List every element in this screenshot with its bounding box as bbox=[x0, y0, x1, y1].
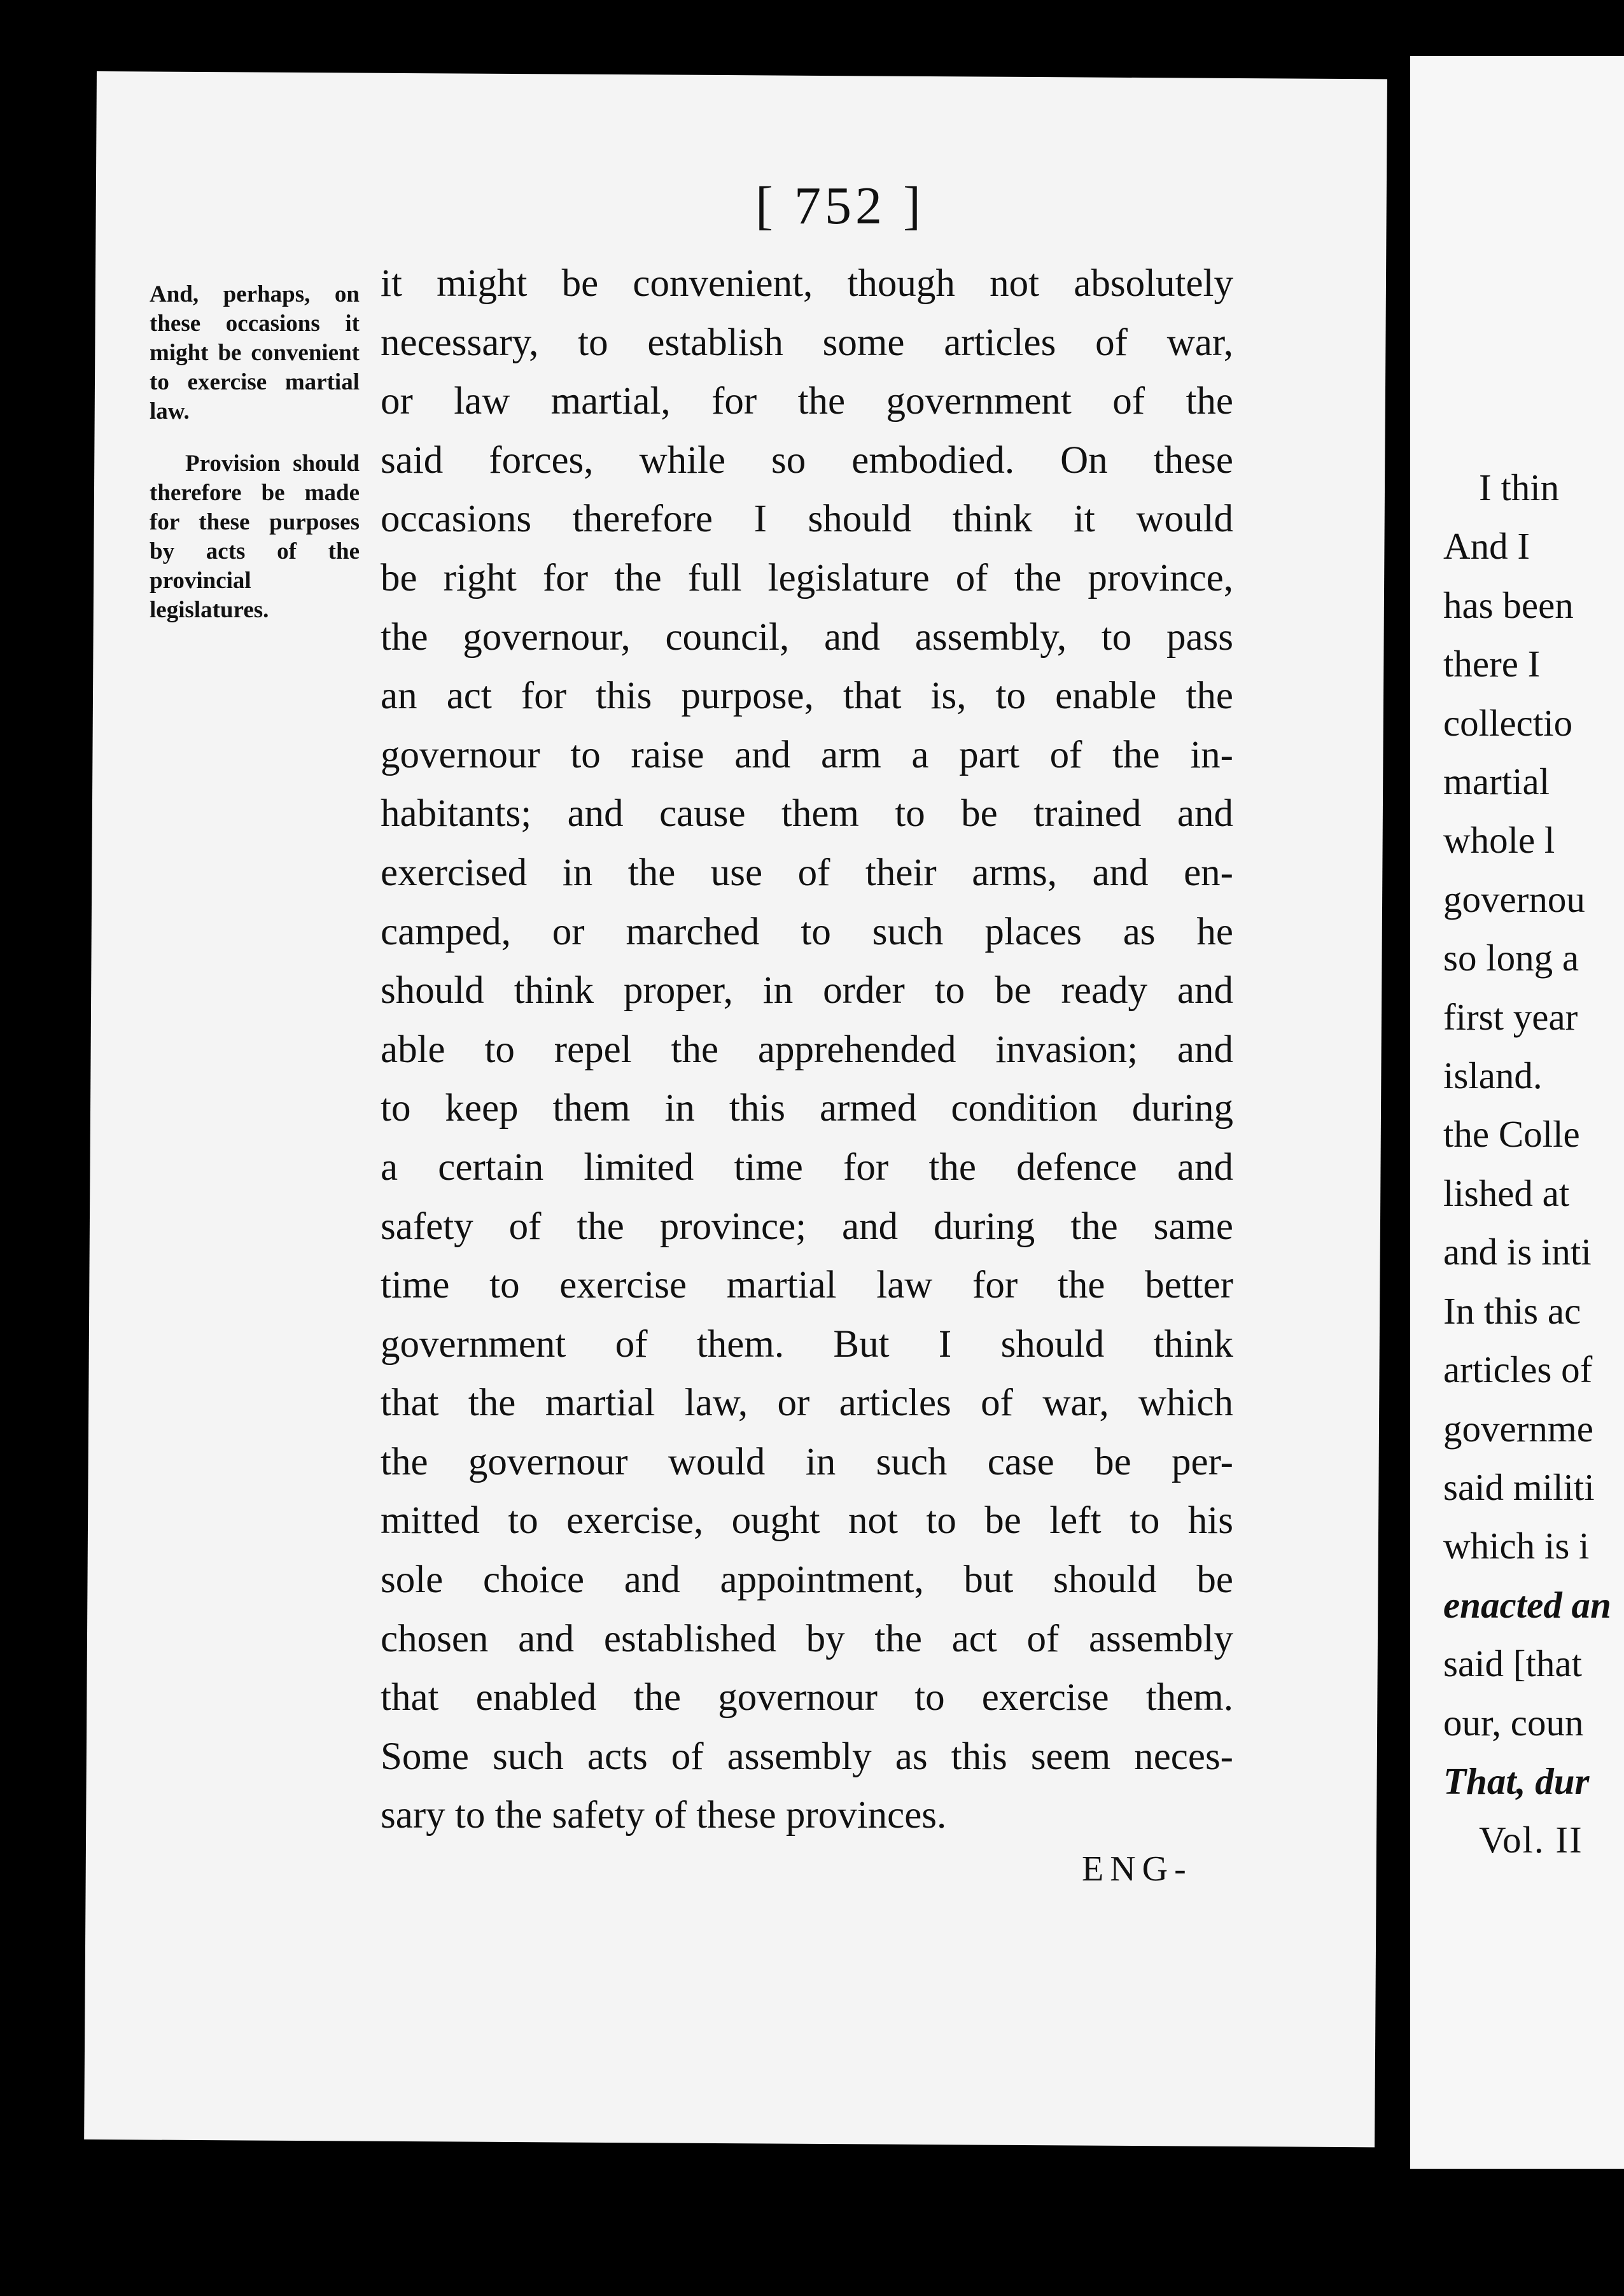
facing-line: That, dur bbox=[1443, 1760, 1590, 1802]
text-line: occasions therefore I should think it would bbox=[381, 498, 1233, 541]
facing-line: articles of bbox=[1443, 1348, 1593, 1391]
facing-line: which is i bbox=[1443, 1525, 1590, 1567]
text-line: that enabled the governour to exercise them. bbox=[381, 1676, 1233, 1719]
facing-line: governme bbox=[1443, 1407, 1593, 1450]
page-number: [ 752 ] bbox=[755, 176, 925, 235]
text-line: mitted to exercise, ought not to be left to his bbox=[381, 1499, 1233, 1543]
margin-note-martial-law: And, perhaps, on these occasions it might be convenient to exercise martial law. bbox=[150, 281, 360, 424]
text-line: the governour, council, and assembly, to pass bbox=[381, 615, 1233, 659]
text-line: sary to the safety of these provinces. bbox=[381, 1794, 947, 1837]
facing-line: island. bbox=[1443, 1054, 1543, 1097]
facing-line: And I bbox=[1443, 525, 1530, 568]
facing-line: our, coun bbox=[1443, 1701, 1584, 1744]
facing-line: whole l bbox=[1443, 819, 1555, 862]
text-line: the governour would in such case be per- bbox=[381, 1440, 1233, 1483]
facing-line: and is inti bbox=[1443, 1231, 1592, 1273]
text-line: sole choice and appointment, but should be bbox=[381, 1558, 1233, 1602]
text-line: to keep them in this armed condition during bbox=[381, 1087, 1233, 1130]
margin-notes bbox=[150, 280, 360, 648]
text-line: Some such acts of assembly as this seem neces- bbox=[381, 1735, 1233, 1778]
facing-line: has been bbox=[1443, 584, 1574, 626]
facing-line: enacted an bbox=[1443, 1583, 1611, 1626]
facing-line: said militi bbox=[1443, 1466, 1595, 1508]
facing-line: I thin bbox=[1479, 466, 1560, 508]
facing-line: Vol. II bbox=[1479, 1819, 1583, 1861]
facing-line: collectio bbox=[1443, 701, 1573, 744]
text-line: necessary, to establish some articles of war, bbox=[381, 321, 1233, 364]
text-line: said forces, while so embodied. On these bbox=[381, 438, 1233, 482]
catchword: ENG- bbox=[1082, 1849, 1193, 1889]
text-line: it might be convenient, though not absolutely bbox=[381, 262, 1233, 305]
facing-line: the Colle bbox=[1443, 1113, 1580, 1156]
facing-line: first year bbox=[1443, 995, 1578, 1038]
text-line: that the martial law, or articles of war, which bbox=[381, 1382, 1233, 1425]
text-line: a certain limited time for the defence and bbox=[381, 1145, 1233, 1189]
margin-note-provision: Provision should therefore be made for these purposes by acts of the provincial legislatures. bbox=[150, 451, 360, 623]
facing-line: said [that bbox=[1443, 1642, 1582, 1685]
facing-line: lished at bbox=[1443, 1172, 1570, 1214]
facing-line: martial bbox=[1443, 760, 1550, 803]
facing-page-text bbox=[1443, 458, 1624, 1870]
text-line: safety of the province; and during the same bbox=[381, 1205, 1233, 1248]
facing-line: there I bbox=[1443, 643, 1541, 685]
text-line: camped, or marched to such places as he bbox=[381, 910, 1233, 953]
text-line: time to exercise martial law for the better bbox=[381, 1264, 1233, 1307]
facing-line: so long a bbox=[1443, 937, 1579, 979]
text-line: should think proper, in order to be ready and bbox=[381, 969, 1233, 1012]
text-line: able to repel the apprehended invasion; and bbox=[381, 1028, 1233, 1071]
text-line: an act for this purpose, that is, to enable the bbox=[381, 675, 1233, 718]
text-line: be right for the full legislature of the province, bbox=[381, 556, 1233, 599]
text-line: or law martial, for the government of the bbox=[381, 380, 1233, 423]
facing-line: In this ac bbox=[1443, 1289, 1581, 1332]
facing-line: governou bbox=[1443, 878, 1585, 920]
text-line: chosen and established by the act of assembly bbox=[381, 1617, 1233, 1660]
text-line: governour to raise and arm a part of the in- bbox=[381, 733, 1233, 776]
body-text bbox=[381, 255, 1233, 1845]
text-line: habitants; and cause them to be trained and bbox=[381, 792, 1233, 836]
text-line: exercised in the use of their arms, and en- bbox=[381, 851, 1233, 894]
text-line: government of them. But I should think bbox=[381, 1322, 1233, 1366]
